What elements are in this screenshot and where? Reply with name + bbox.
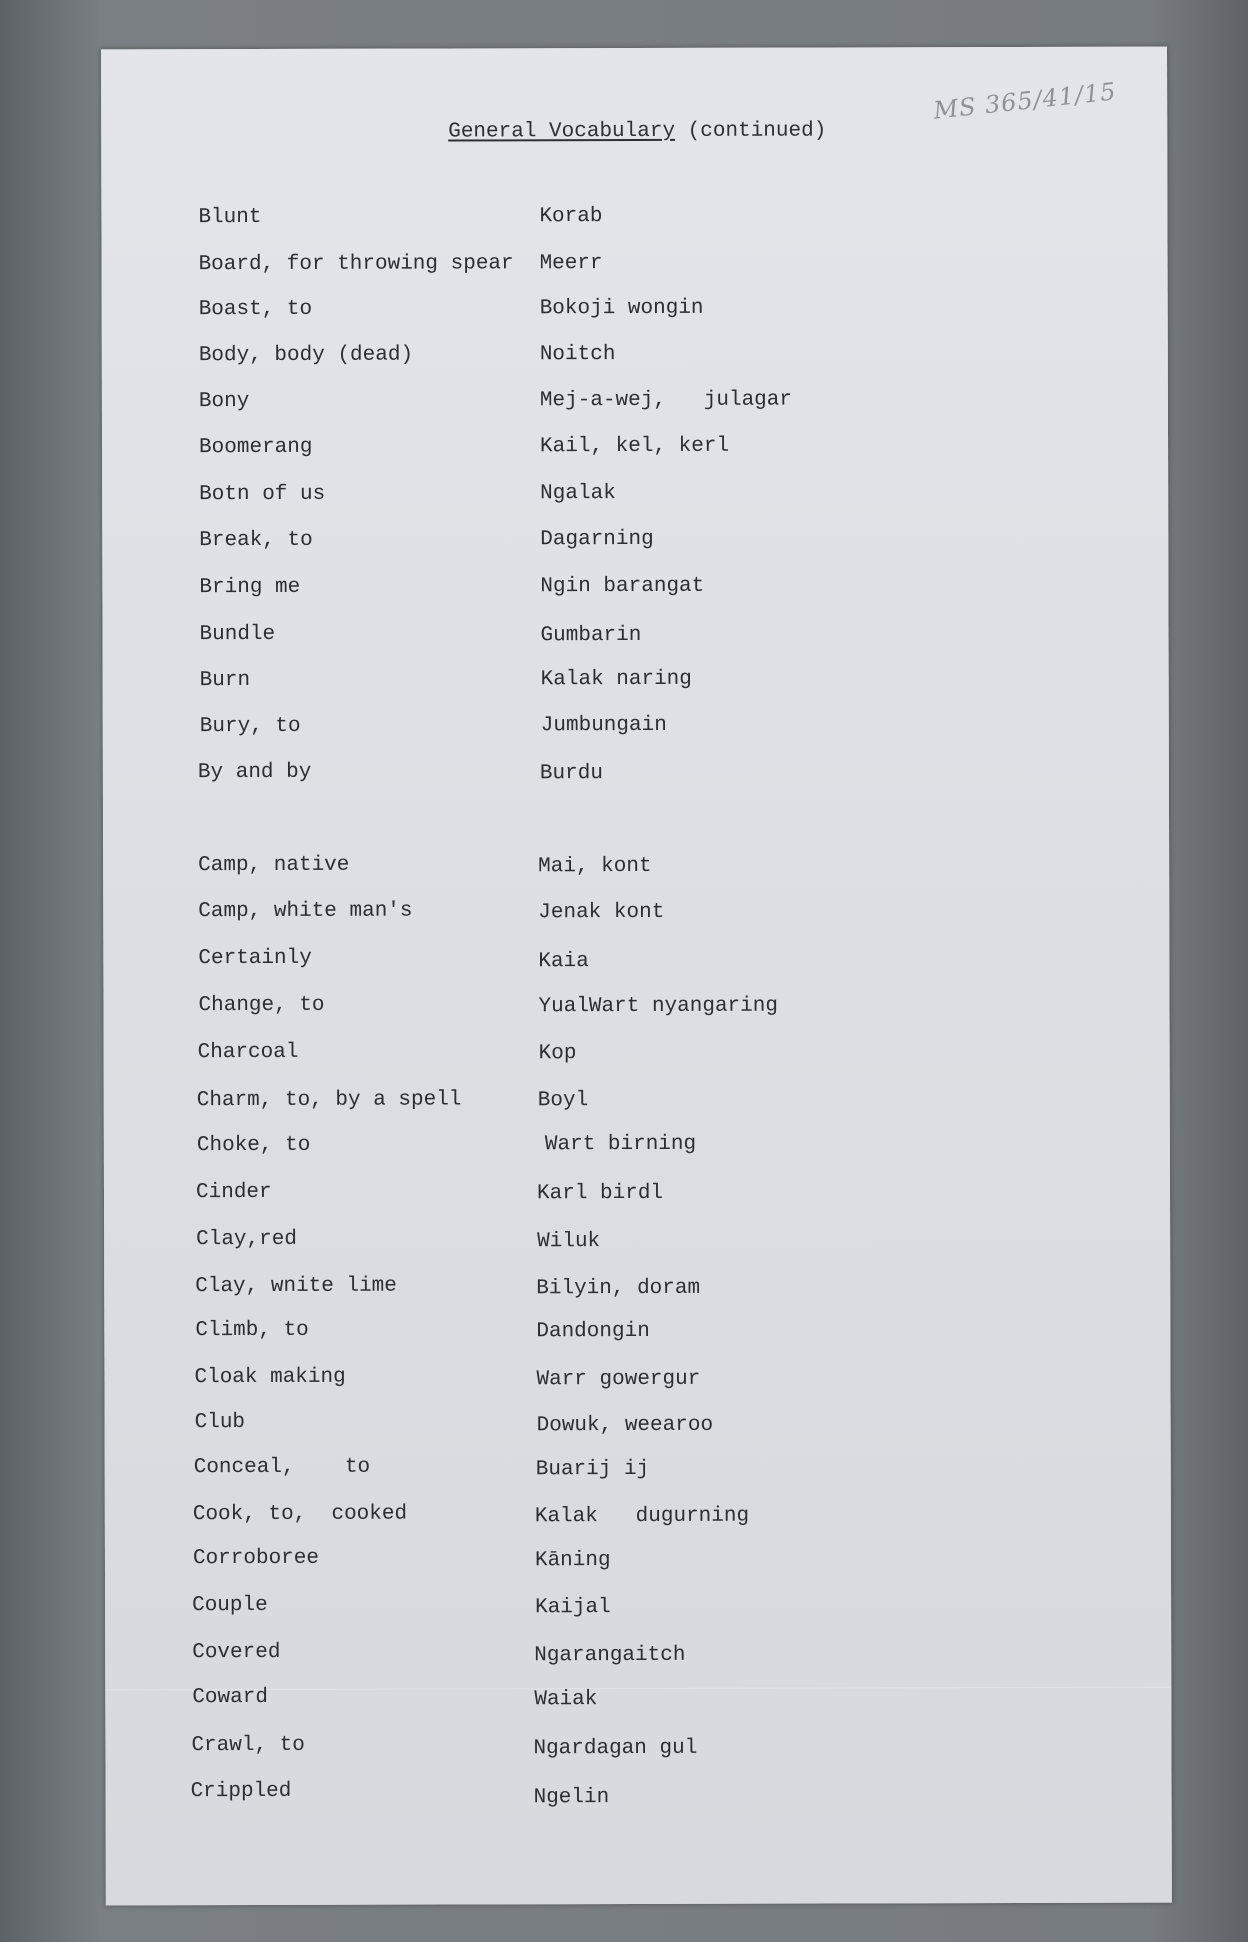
vocab-english-term: Bony: [198, 390, 250, 414]
vocab-english-term: Choke, to: [196, 1133, 311, 1158]
vocab-native-term: Ngin barangat: [540, 574, 705, 599]
vocab-native-term: Buarij ij: [535, 1457, 650, 1482]
vocab-native-term: Kaia: [538, 950, 589, 974]
vocab-english-term: Coward: [192, 1685, 268, 1710]
vocab-english-term: Boast, to: [198, 297, 313, 322]
vocab-native-term: Boyl: [537, 1089, 589, 1113]
vocab-native-term: Kaijal: [535, 1596, 611, 1620]
vocab-english-term: Cloak making: [194, 1365, 346, 1390]
vocab-native-term: Waiak: [534, 1688, 598, 1712]
vocab-native-term: Kail, kel, kerl: [540, 434, 730, 459]
vocab-english-term: Cinder: [195, 1180, 272, 1205]
vocab-english-term: Crippled: [190, 1779, 292, 1804]
vocab-native-term: YualWart nyangaring: [538, 994, 778, 1019]
page-title-suffix: (continued): [687, 119, 827, 143]
vocab-english-term: Charm, to, by a spell: [196, 1088, 462, 1113]
vocab-english-term: Crawl, to: [191, 1733, 305, 1758]
vocab-native-term: Ngelin: [533, 1786, 610, 1810]
vocab-native-term: Dandongin: [536, 1319, 650, 1344]
vocab-english-term: Charcoal: [197, 1040, 299, 1065]
vocab-english-term: Club: [194, 1411, 246, 1435]
vocab-english-term: Body, body (dead): [198, 343, 414, 368]
vocab-native-term: Warr gowergur: [536, 1367, 701, 1392]
vocab-native-term: Dowuk, weearoo: [536, 1413, 714, 1438]
vocab-native-term: Kop: [538, 1042, 577, 1066]
vocab-native-term: Mej-a-wej, julagar: [539, 388, 792, 413]
vocab-native-term: Noitch: [539, 343, 616, 367]
vocab-native-term: Wart birning: [544, 1132, 697, 1157]
vocab-english-term: Bring me: [199, 575, 301, 600]
vocab-native-term: Bilyin, doram: [536, 1276, 701, 1301]
vocab-native-term: Ngarangaitch: [534, 1643, 686, 1668]
vocab-english-term: Bury, to: [199, 714, 301, 739]
vocab-english-term: Covered: [192, 1640, 281, 1665]
vocab-english-term: Break, to: [199, 528, 313, 553]
vocab-english-term: Corroboree: [192, 1546, 320, 1571]
vocab-native-term: Bokoji wongin: [539, 296, 704, 321]
vocab-english-term: Boomerang: [199, 435, 313, 460]
vocab-english-term: Camp, native: [198, 853, 350, 878]
vocab-native-term: Gumbarin: [540, 623, 642, 648]
vocab-native-term: Meerr: [539, 252, 603, 276]
vocab-english-term: Certainly: [198, 946, 312, 971]
vocab-native-term: Jumbungain: [540, 713, 667, 738]
vocab-native-term: Wiluk: [537, 1230, 601, 1254]
vocab-english-term: Camp, white man's: [198, 899, 413, 924]
vocab-english-term: Board, for throwing spear: [198, 252, 514, 277]
vocab-native-term: Kalak dugurning: [534, 1504, 750, 1529]
vocab-native-term: Burdu: [539, 762, 603, 786]
vocab-english-term: Bundle: [199, 622, 276, 647]
vocab-english-term: Climb, to: [195, 1318, 309, 1343]
vocab-native-term: Ngalak: [540, 482, 616, 506]
vocab-english-term: Burn: [199, 669, 251, 693]
vocab-native-term: Kalak naring: [540, 667, 692, 692]
page-title: [448, 119, 826, 143]
vocab-native-term: Mai, kont: [538, 854, 652, 879]
vocab-english-term: Botn of us: [199, 482, 326, 507]
vocab-native-term: Korab: [539, 205, 603, 229]
vocab-english-term: Clay,red: [196, 1227, 297, 1252]
vocab-english-term: Change, to: [198, 993, 325, 1018]
vocab-native-term: Kāning: [534, 1549, 611, 1573]
manuscript-reference: MS 365/41/15: [932, 77, 1118, 125]
vocab-english-term: By and by: [197, 760, 312, 785]
vocab-native-term: Dagarning: [540, 527, 654, 552]
vocab-english-term: Couple: [192, 1593, 268, 1618]
vocab-native-term: Ngardagan gul: [533, 1736, 698, 1761]
vocab-native-term: Karl birdl: [536, 1181, 664, 1206]
vocab-english-term: Cook, to, cooked: [192, 1502, 408, 1527]
vocab-english-term: Conceal, to: [193, 1455, 371, 1480]
document-page: [101, 47, 1172, 1906]
vocab-english-term: Blunt: [198, 205, 262, 230]
vocab-english-term: Clay, wnite lime: [195, 1274, 397, 1299]
page-title-main: General Vocabulary: [448, 119, 676, 144]
vocab-native-term: Jenak kont: [538, 900, 665, 925]
